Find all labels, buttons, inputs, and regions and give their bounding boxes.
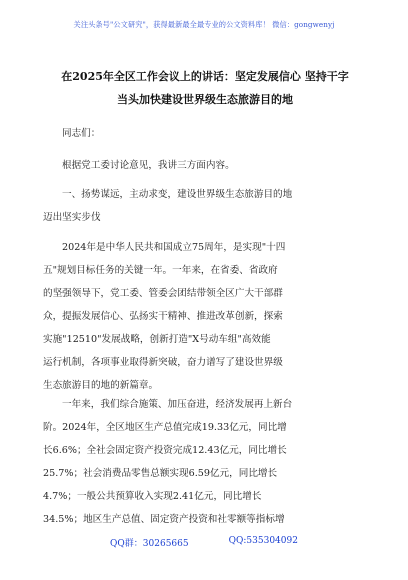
- document-title-line-1: 在2025年全区工作会议上的讲话：坚定发展信心 坚持干字: [61, 70, 349, 83]
- paragraph-line: 生态旅游目的地的新篇章。: [43, 380, 159, 391]
- paragraph-line: 五"规划目标任务的关键一年。一年来，在省委、省政府: [43, 265, 278, 276]
- paragraph-line: 阶。2024年，全区地区生产总值完成19.33亿元，同比增: [43, 422, 287, 433]
- footer-contacts: [0, 536, 408, 549]
- paragraph-line: 一年来，我们综合施策、加压奋进，经济发展再上新台: [62, 399, 293, 410]
- header-banner: 关注头条号"公文研究"，获得最新最全最专业的公文资料库！ 微信：gongwenyj: [73, 20, 335, 29]
- paragraph-line: 2024年是中华人民共和国成立75周年，是实现"十四: [62, 242, 286, 253]
- paragraph-line: 运行机制，各项事业取得新突破，奋力谱写了建设世界级: [43, 357, 283, 368]
- paragraph-line: 长6.6%；全社会固定资产投资完成12.43亿元，同比增长: [43, 445, 287, 456]
- section-heading-1: [43, 183, 352, 229]
- paragraph-line: 25.7%；社会消费品零售总额实现6.59亿元，同比增长: [43, 468, 278, 479]
- intro-paragraph: 根据党工委讨论意见，我讲三方面内容。: [62, 160, 235, 171]
- salutation: 同志们：: [62, 128, 101, 139]
- footer-qq: QQ:535304092: [228, 536, 298, 546]
- paragraph-2024-review: [43, 236, 352, 397]
- document-title-line-2: 当头加快建设世界级生态旅游目的地: [117, 93, 293, 106]
- paragraph-line: 4.7%；一般公共预算收入实现2.41亿元，同比增长: [43, 491, 262, 502]
- paragraph-line: 的坚强领导下，党工委、管委会团结带领全区广大干部群: [43, 288, 283, 299]
- paragraph-line: 众，提振发展信心、弘扬实干精神、推进改革创新，探索: [43, 311, 283, 322]
- footer-qq-group: QQ群：30265665: [110, 539, 189, 549]
- paragraph-economic-results: [43, 393, 352, 531]
- section-heading-line: 迈出坚实步伐: [43, 212, 101, 223]
- section-heading-line: 一、扬势谋远，主动求变，建设世界级生态旅游目的地: [62, 189, 293, 200]
- paragraph-line: 34.5%；地区生产总值、固定资产投资和社零额等指标增: [43, 514, 285, 525]
- paragraph-line: 实施"12510"发展战略，创新打造"X号动车组"高效能: [43, 334, 271, 345]
